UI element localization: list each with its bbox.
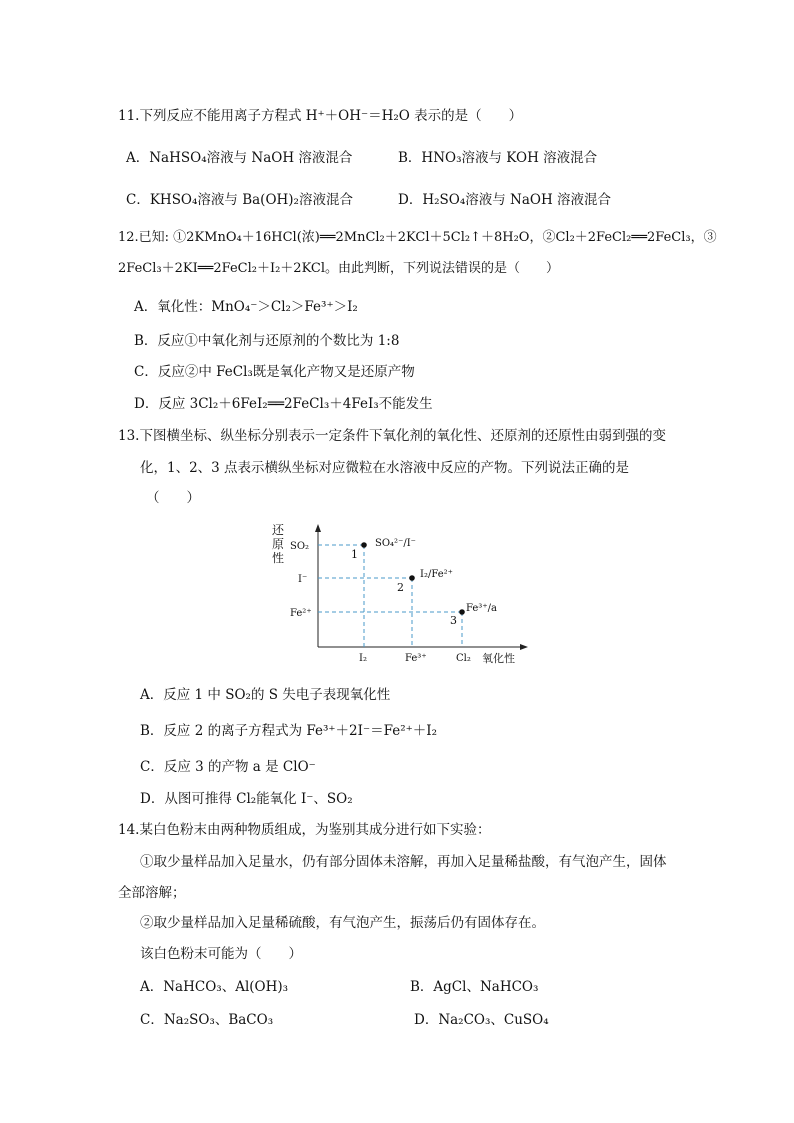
y-tick-so2: SO₂: [290, 541, 310, 552]
q13-option-a: A．反应 1 中 SO₂的 S 失电子表现氧化性: [140, 687, 391, 703]
x-axis-label: 氧化性: [482, 652, 515, 665]
x-tick-cl2: Cl₂: [456, 653, 471, 664]
point-1: [361, 542, 367, 548]
y-tick-fe2: Fe²⁺: [290, 608, 312, 619]
y-tick-i: I⁻: [298, 574, 308, 585]
q13-option-b: B．反应 2 的离子方程式为 Fe³⁺＋2I⁻＝Fe²⁺＋I₂: [140, 723, 437, 739]
q12-option-c: C．反应②中 FeCl₃既是氧化产物又是还原产物: [134, 364, 415, 380]
q14-option-c: C．Na₂SO₃、BaCO₃: [140, 1012, 274, 1028]
q14-ask: 该白色粉末可能为（ ）: [140, 946, 302, 962]
x-tick-fe3: Fe³⁺: [405, 653, 427, 664]
y-axis-label-2: 原: [272, 537, 285, 551]
q11-option-d: D．H₂SO₄溶液与 NaOH 溶液混合: [398, 192, 612, 208]
q14-exp1-line1: ①取少量样品加入足量水，仍有部分固体未溶解，再加入足量稀盐酸，有气泡产生，固体: [140, 854, 667, 870]
q13-stem-line1: 13.下图横坐标、纵坐标分别表示一定条件下氧化剂的氧化性、还原剂的还原性由弱到强的变: [118, 428, 666, 444]
y-axis-label-3: 性: [272, 551, 285, 565]
q13-option-d: D．从图可推得 Cl₂能氧化 I⁻、SO₂: [140, 791, 353, 807]
q11-option-b: B．HNO₃溶液与 KOH 溶液混合: [398, 150, 598, 166]
point-2: [409, 575, 415, 581]
q11-option-a: A．NaHSO₄溶液与 NaOH 溶液混合: [126, 150, 353, 166]
q12-stem-line1: 12.已知: ①2KMnO₄＋16HCl(浓)══2MnCl₂＋2KCl＋5Cl₂↑＋8H₂O，②Cl₂＋2FeCl₂══2FeCl₃，③: [118, 230, 717, 245]
q11-option-c: C．KHSO₄溶液与 Ba(OH)₂溶液混合: [126, 192, 353, 208]
redox-figure: [260, 518, 530, 668]
point-2-label: I₂/Fe²⁺: [420, 569, 453, 580]
q13-stem-line2: 化，1、2、3 点表示横纵坐标对应微粒在水溶液中反应的产物。下列说法正确的是: [140, 460, 630, 476]
q14-option-a: A．NaHCO₃、Al(OH)₃: [140, 979, 289, 995]
point-3-label: Fe³⁺/a: [466, 603, 497, 614]
q12-option-b: B．反应①中氧化剂与还原剂的个数比为 1:8: [134, 333, 400, 349]
q13-stem-line3: （ ）: [146, 490, 200, 506]
q14-exp1-line2: 全部溶解；: [118, 885, 186, 901]
point-3: [459, 609, 465, 615]
point-3-number: 3: [450, 614, 457, 627]
point-1-label: SO₄²⁻/I⁻: [375, 538, 416, 549]
q14-stem: 14.某白色粉末由两种物质组成，为鉴别其成分进行如下实验：: [118, 822, 491, 838]
q12-option-a: A．氧化性：MnO₄⁻＞Cl₂＞Fe³⁺＞I₂: [134, 299, 358, 315]
q14-exp2: ②取少量样品加入足量稀硫酸，有气泡产生，振荡后仍有固体存在。: [140, 915, 545, 931]
point-1-number: 1: [351, 548, 358, 561]
point-2-number: 2: [397, 581, 404, 594]
guide-lines: [318, 545, 462, 647]
q11-stem: 11.下列反应不能用离子方程式 H⁺＋OH⁻＝H₂O 表示的是（ ）: [118, 108, 523, 124]
q14-option-d: D．Na₂CO₃、CuSO₄: [414, 1012, 549, 1028]
q12-option-d: D．反应 3Cl₂＋6FeI₂══2FeCl₃＋4FeI₃不能发生: [134, 396, 433, 412]
x-axis-arrow: [520, 644, 528, 650]
y-axis-arrow: [315, 524, 321, 532]
q12-stem-line2: 2FeCl₃＋2KI══2FeCl₂＋I₂＋2KCl。由此判断，下列说法错误的是（ ）: [118, 261, 560, 276]
q14-option-b: B．AgCl、NaHCO₃: [410, 979, 539, 995]
y-axis-label-1: 还: [272, 523, 285, 537]
q13-option-c: C．反应 3 的产物 a 是 ClO⁻: [140, 759, 316, 775]
x-tick-i2: I₂: [359, 653, 367, 664]
